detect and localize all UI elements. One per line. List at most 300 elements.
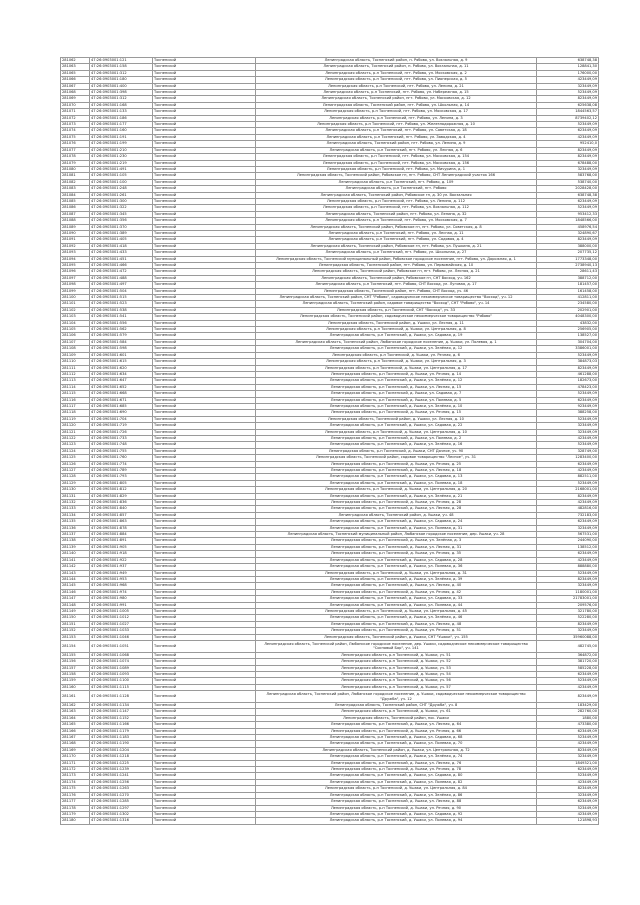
district-cell: Тосненский (153, 102, 256, 108)
row-number-cell: 281155 (61, 652, 90, 658)
address-cell: Ленинградская область, Тосненский район, пос. Ушаки (256, 715, 537, 721)
address-cell: Ленинградская область, р-н Тосненский, д. Ушаки, ул. Полевая, д. 44 (256, 602, 537, 608)
row-number-cell: 281133 (61, 506, 90, 512)
cadastral-value-cell: 234580,00 (537, 301, 599, 307)
cadastral-value-cell: 478423,00 (537, 384, 599, 390)
district-cell: Тосненский (153, 365, 256, 371)
row-number-cell: 281151 (61, 621, 90, 627)
row-number-cell: 281083 (61, 186, 90, 192)
row-number-cell: 281123 (61, 442, 90, 448)
cadastral-value-cell: 1773348,00 (537, 256, 599, 262)
row-number-cell: 281127 (61, 468, 90, 474)
address-cell: Ленинградская область, р-н Тосненский, д. Ушаки, ул. Полевая, д. 94 (256, 818, 537, 824)
address-cell: Ленинградская область, Тосненский район, д. Ушаки, ул. Лесная, д. 11 (256, 320, 537, 326)
cadastral-number-cell: 47:26:0903001:160 (90, 128, 153, 134)
district-cell: Тосненский (153, 576, 256, 582)
cadastral-value-cell: 523449,09 (537, 570, 599, 576)
address-cell: Ленинградская область, р-н Тосненский, пгт. Рябово (256, 186, 537, 192)
address-cell: Ленинградская область, р-н Тосненский, пгт. Рябово, ул. Мичурина, д. 1 (256, 166, 537, 172)
cadastral-number-cell: 47:26:0903001:891 (90, 538, 153, 544)
row-number-cell: 281091 (61, 237, 90, 243)
row-number-cell: 281136 (61, 525, 90, 531)
district-cell: Тосненский (153, 461, 256, 467)
cadastral-value-cell: 183429,00 (537, 703, 599, 709)
address-cell: Ленинградская область, р-н Тосненский, д. Ушаки, ул. Речная, д. 66 (256, 728, 537, 734)
address-cell: Ленинградская область, Тосненский район, д. Ушаки, ул. Центральная, д. 72 (256, 747, 537, 753)
cadastral-value-cell: 388258,00 (537, 410, 599, 416)
district-cell: Тосненский (153, 58, 256, 64)
district-cell: Тосненский (153, 423, 256, 429)
cadastral-number-cell: 47:26:0903001:652 (90, 384, 153, 390)
district-cell: Тосненский (153, 192, 256, 198)
district-cell: Тосненский (153, 275, 256, 281)
district-cell: Тосненский (153, 256, 256, 262)
cadastral-number-cell: 47:26:0903001:451 (90, 256, 153, 262)
cadastral-number-cell: 47:26:0903001:523 (90, 301, 153, 307)
address-cell: Ленинградская область, р-н Тосненский, д. Ушаки, ул. Речная, д. 28 (256, 500, 537, 506)
row-number-cell: 281090 (61, 230, 90, 236)
cadastral-value-cell: 323449,09 (537, 429, 599, 435)
district-cell: Тосненский (153, 198, 256, 204)
address-cell: Ленинградская область, р-н Тосненский, д. Ушаки, уч. 61 (256, 709, 537, 715)
cadastral-number-cell: 47:26:0903001:312 (90, 70, 153, 76)
row-number-cell: 281171 (61, 760, 90, 766)
row-number-cell: 281068 (61, 90, 90, 96)
address-cell: Ленинградская область, р-н Тосненский, д. Ушаки, ул. Речная, д. 25 (256, 461, 537, 467)
cadastral-value-cell: 623449,09 (537, 461, 599, 467)
row-number-cell: 281088 (61, 218, 90, 224)
district-cell: Тосненский (153, 735, 256, 741)
address-cell: Ленинградская область, р-н Тосненский, д. Ушаки, ул. Садовая, д. 80 (256, 773, 537, 779)
district-cell: Тосненский (153, 327, 256, 333)
district-cell: Тосненский (153, 818, 256, 824)
cadastral-value-cell: 523449,09 (537, 205, 599, 211)
cadastral-number-cell: 47:26:0903001:668 (90, 391, 153, 397)
address-cell: Ленинградская область, р-н Тосненский, д. Ушаки, ул. Зелёная, д. 86 (256, 792, 537, 798)
row-number-cell: 281172 (61, 767, 90, 773)
address-cell: Ленинградская область, р-н Тосненский, д. Ушаки, ул. Садовая, д. 13 (256, 474, 537, 480)
cadastral-value-cell: 623449,09 (537, 397, 599, 403)
cadastral-value-cell: 623449,09 (537, 551, 599, 557)
cadastral-value-cell: 623449,09 (537, 767, 599, 773)
cadastral-number-cell: 47:26:0903001:398 (90, 90, 153, 96)
district-cell: Тосненский (153, 96, 256, 102)
row-number-cell: 281120 (61, 423, 90, 429)
cadastral-value-cell: 1283400,00 (537, 455, 599, 461)
cadastral-value-cell: 882511,00 (537, 474, 599, 480)
district-cell: Тосненский (153, 741, 256, 747)
cadastral-number-cell: 47:26:0903001:685 (90, 403, 153, 409)
cadastral-value-cell: 423449,09 (537, 500, 599, 506)
cadastral-number-cell: 47:26:0903001:793 (90, 474, 153, 480)
district-cell: Тосненский (153, 147, 256, 153)
cadastral-value-cell: 732183,00 (537, 512, 599, 518)
cadastral-value-cell: 1880,00 (537, 715, 599, 721)
cadastral-number-cell: 47:26:0903001:177 (90, 122, 153, 128)
district-cell: Тосненский (153, 589, 256, 595)
address-cell: Ленинградская область, р-н Тосненский, д. Ушаки, ул. Лесная, д. 76 (256, 760, 537, 766)
row-number-cell: 281148 (61, 602, 90, 608)
cadastral-number-cell: 47:26:0903001:634 (90, 371, 153, 377)
row-number-cell: 281132 (61, 500, 90, 506)
cadastral-value-cell: 364872,00 (537, 652, 599, 658)
cadastral-value-cell: 423449,09 (537, 77, 599, 83)
row-number-cell: 281143 (61, 570, 90, 576)
row-number-cell: 281135 (61, 519, 90, 525)
cadastral-value-cell: 323449,09 (537, 423, 599, 429)
district-cell: Тосненский (153, 678, 256, 684)
cadastral-number-cell: 47:26:0903001:647 (90, 378, 153, 384)
cadastral-number-cell: 47:26:0903001:726 (90, 429, 153, 435)
address-cell: Ленинградская область, р-н Тосненский, д. Ушаки, уч. 54 (256, 671, 537, 677)
row-number-cell: 281117 (61, 403, 90, 409)
address-cell: Ленинградская область, р-н Тосненский, д. Ушаки, ул. Полевая, д. 2 (256, 435, 537, 441)
cadastral-number-cell: 47:26:0903001:1190 (90, 741, 153, 747)
address-cell: Ленинградская область, р-н Тосненский, д. Ушаки, ул. Центральная, д. 20 (256, 487, 537, 493)
cadastral-value-cell: 423449,09 (537, 435, 599, 441)
district-cell: Тосненский (153, 703, 256, 709)
district-cell: Тосненский (153, 128, 256, 134)
row-number-cell: 281160 (61, 684, 90, 690)
cadastral-value-cell: 181457,00 (537, 282, 599, 288)
cadastral-number-cell: 47:26:0903001:1005 (90, 608, 153, 614)
address-cell: Ленинградская область, р-н Тосненский, д. Ушаки, ул. Лесная, д. 48 (256, 621, 537, 627)
address-cell: Ленинградская область, р-н Тосненский, пгт. Рябово, ул. Лесная, д. 11 (256, 230, 537, 236)
address-cell: Ленинградская область, р-н Тосненский, пгт. Рябово, ул. Ленина, д. 112 (256, 198, 537, 204)
cadastral-value-cell: 567531,00 (537, 532, 599, 538)
cadastral-value-cell: 523449,09 (537, 442, 599, 448)
district-cell: Тосненский (153, 346, 256, 352)
cadastral-number-cell: 47:26:0903001:219 (90, 160, 153, 166)
cadastral-value-cell: 523449,09 (537, 90, 599, 96)
district-cell: Тосненский (153, 615, 256, 621)
district-cell: Тосненский (153, 90, 256, 96)
cadastral-value-cell: 423449,09 (537, 134, 599, 140)
cadastral-value-cell: 176000,00 (537, 70, 599, 76)
cadastral-number-cell: 47:26:0903001:261 (90, 192, 153, 198)
district-cell: Тосненский (153, 760, 256, 766)
cadastral-value-cell: 388000,00 (537, 243, 599, 249)
district-cell: Тосненский (153, 352, 256, 358)
cadastral-number-cell: 47:26:0903001:504 (90, 288, 153, 294)
address-cell: Ленинградская область, р-н Тосненский, д. Ушаки, ул. Центральная, д. 84 (256, 786, 537, 792)
address-cell: Ленинградская область, р-н Тосненский, д. Ушаки, ул. Центральная, д. 8 (256, 327, 537, 333)
cadastral-number-cell: 47:26:0903001:199 (90, 141, 153, 147)
cadastral-value-cell: 412811,00 (537, 295, 599, 301)
cadastral-number-cell: 47:26:0903001:1115 (90, 684, 153, 690)
cadastral-number-cell: 47:26:0903001:755 (90, 448, 153, 454)
address-cell: Ленинградская область, р-н Тосненский, д. Ушаки, ул. Зелёная, д. 10 (256, 403, 537, 409)
district-cell: Тосненский (153, 230, 256, 236)
district-cell: Тосненский (153, 665, 256, 671)
row-number-cell: 281080 (61, 166, 90, 172)
cadastral-number-cell: 47:26:0903001:562 (90, 327, 153, 333)
district-cell: Тосненский (153, 263, 256, 269)
district-cell: Тосненский (153, 455, 256, 461)
district-cell: Тосненский (153, 186, 256, 192)
cadastral-value-cell: 423449,09 (537, 741, 599, 747)
address-cell: Ленинградская область, р-н Тосненский, пгт. Рябово, ул. Московская, д. 17 (256, 109, 537, 115)
cadastral-number-cell: 47:26:0903001:322 (90, 205, 153, 211)
cadastral-value-cell: 323449,09 (537, 83, 599, 89)
table-row (61, 640, 599, 652)
cadastral-value-cell: 638748,38 (537, 192, 599, 198)
address-cell: Ленинградская область, Тосненский район, пгт. Рябово, ул. Московская, д. 12 (256, 96, 537, 102)
address-cell: Ленинградская область, Тосненский район, Рябовское гп, пгт. Рябово, ул. Пушкина, д. 21 (256, 243, 537, 249)
cadastral-value-cell: 256905,00 (537, 327, 599, 333)
district-cell: Тосненский (153, 468, 256, 474)
address-cell: Ленинградская область, р-н Тосненский, д. Ушаки, ул. Зелёная, д. 16 (256, 442, 537, 448)
cadastral-value-cell: 209576,00 (537, 602, 599, 608)
district-cell: Тосненский (153, 282, 256, 288)
row-number-cell: 281119 (61, 416, 90, 422)
address-cell: Ленинградская область, р-н Тосненский, д. Ушаки, ул. Речная, д. 14 (256, 371, 537, 377)
cadastral-value-cell: 323449,09 (537, 628, 599, 634)
row-number-cell: 281175 (61, 786, 90, 792)
address-cell: Ленинградская область, р-н Тосненский, д. Ушаки, ул. Речная, д. 15 (256, 410, 537, 416)
cadastral-value-cell: 423449,09 (537, 684, 599, 690)
row-number-cell: 281180 (61, 818, 90, 824)
cadastral-value-cell: 121898,93 (537, 818, 599, 824)
row-number-cell: 281159 (61, 678, 90, 684)
district-cell: Тосненский (153, 243, 256, 249)
district-cell: Тосненский (153, 512, 256, 518)
district-cell: Тосненский (153, 288, 256, 294)
cadastral-number-cell: 47:26:0903001:615 (90, 359, 153, 365)
address-cell: Ленинградская область, р-н Тосненский, д. Ушаки, ул. Лесная, д. 18 (256, 468, 537, 474)
row-number-cell: 281162 (61, 703, 90, 709)
cadastral-value-cell: 538740,00 (537, 179, 599, 185)
district-cell: Тосненский (153, 269, 256, 275)
row-number-cell: 281063 (61, 64, 90, 70)
address-cell: Ленинградская область, Тосненский район, СНТ "Дружба", уч. 8 (256, 703, 537, 709)
row-number-cell: 281110 (61, 359, 90, 365)
address-cell: Ленинградская область, р-н Тосненский, д. Ушаки, ул. Садовая, д. 24 (256, 519, 537, 525)
row-number-cell: 281062 (61, 58, 90, 64)
row-number-cell: 281147 (61, 596, 90, 602)
cadastral-value-cell: 207735,12 (537, 250, 599, 256)
district-cell: Тосненский (153, 538, 256, 544)
address-cell: Ленинградская область, р-н Тосненский, д. Ушаки, уч. 52 (256, 659, 537, 665)
address-cell: Ленинградская область, р-н Тосненский, д. Ушаки, уч. 53 (256, 665, 537, 671)
cadastral-number-cell: 47:26:0903001:1302 (90, 811, 153, 817)
cadastral-value-cell: 182673,00 (537, 378, 599, 384)
cadastral-value-cell: 823449,09 (537, 237, 599, 243)
cadastral-number-cell: 47:26:0903001:168 (90, 102, 153, 108)
cadastral-number-cell: 47:26:0903001:1134 (90, 703, 153, 709)
cadastral-value-cell: 823449,09 (537, 154, 599, 160)
cadastral-value-cell: 482745,00 (537, 640, 599, 652)
row-number-cell: 281141 (61, 557, 90, 563)
row-number-cell: 281165 (61, 722, 90, 728)
district-cell: Тосненский (153, 218, 256, 224)
cadastral-number-cell: 47:26:0903001:1152 (90, 715, 153, 721)
district-cell: Тосненский (153, 805, 256, 811)
cadastral-value-cell: 823449,09 (537, 96, 599, 102)
cadastral-value-cell: 323449,09 (537, 754, 599, 760)
cadastral-value-cell: 8739402,12 (537, 115, 599, 121)
cadastral-number-cell: 47:26:0903001:598 (90, 346, 153, 352)
cadastral-value-cell: 328749,00 (537, 448, 599, 454)
address-cell: Ленинградская область, р-н Тосненский, д. Ушаки, ул. Центральная, д. 31 (256, 570, 537, 576)
cadastral-number-cell: 47:26:0903001:230 (90, 154, 153, 160)
cadastral-number-cell: 47:26:0903001:1256 (90, 779, 153, 785)
address-cell: Ленинградская область, р-н Тосненский, д. Ушаки, ул. Речная, д. 78 (256, 767, 537, 773)
district-cell: Тосненский (153, 557, 256, 563)
row-number-cell: 281111 (61, 365, 90, 371)
cadastral-value-cell: 523449,09 (537, 678, 599, 684)
row-number-cell: 281107 (61, 339, 90, 345)
row-number-cell: 281100 (61, 295, 90, 301)
district-cell: Тосненский (153, 391, 256, 397)
row-number-cell: 281098 (61, 282, 90, 288)
address-cell: Ленинградская область, р-н Тосненский, д. Ушаки, ул. Центральная, д. 45 (256, 608, 537, 614)
row-number-cell: 281072 (61, 115, 90, 121)
cadastral-value-cell: 384873,03 (537, 359, 599, 365)
cadastral-number-cell: 47:26:0903001:356 (90, 218, 153, 224)
district-cell: Тосненский (153, 141, 256, 147)
cadastral-number-cell: 47:26:0903001:1093 (90, 671, 153, 677)
district-cell: Тосненский (153, 154, 256, 160)
row-number-cell: 281076 (61, 141, 90, 147)
cadastral-value-cell: 423449,09 (537, 468, 599, 474)
cadastral-value-cell: 888880,00 (537, 564, 599, 570)
cadastral-number-cell: 47:26:0903001:1270 (90, 792, 153, 798)
row-number-cell: 281115 (61, 391, 90, 397)
cadastral-number-cell: 47:26:0903001:579 (90, 333, 153, 339)
cadastral-value-cell: 523449,09 (537, 735, 599, 741)
row-number-cell: 281078 (61, 154, 90, 160)
cadastral-number-cell: 47:26:0903001:497 (90, 282, 153, 288)
address-cell: Ленинградская область, Тосненский район, Любанское городское поселение, дер. Ушаки, садоводческое некоммерческое товарищество "Сосновый Бор", уч. 141 (256, 640, 537, 652)
cadastral-number-cell: 47:26:0903001:472 (90, 269, 153, 275)
row-number-cell: 281169 (61, 747, 90, 753)
district-cell: Тосненский (153, 671, 256, 677)
row-number-cell: 281170 (61, 754, 90, 760)
cadastral-value-cell: 1849321,00 (537, 760, 599, 766)
address-cell: Ленинградская область, р-н Тосненский, д. Ушаки, ул. Зелёная, д. 74 (256, 754, 537, 760)
cadastral-number-cell: 47:26:0903001:1316 (90, 818, 153, 824)
district-cell: Тосненский (153, 564, 256, 570)
row-number-cell: 281085 (61, 198, 90, 204)
cadastral-number-cell: 47:26:0903001:466 (90, 263, 153, 269)
cadastral-value-cell: 678488,00 (537, 160, 599, 166)
cadastral-value-cell: 523449,09 (537, 805, 599, 811)
row-number-cell: 281094 (61, 256, 90, 262)
cadastral-number-cell: 47:26:0903001:1027 (90, 621, 153, 627)
address-cell: Ленинградская область, р-н Тосненский, д. Ушаки, ул. Полевая, д. 36 (256, 564, 537, 570)
address-cell: Ленинградская область, р-н Тосненский, д. Ушаки, ул. Лесная, д. 64 (256, 722, 537, 728)
row-number-cell: 281166 (61, 728, 90, 734)
cadastral-number-cell: 47:26:0903001:345 (90, 211, 153, 217)
cadastral-number-cell: 47:26:0903001:405 (90, 237, 153, 243)
row-number-cell: 281152 (61, 628, 90, 634)
cadastral-number-cell: 47:26:0903001:180 (90, 77, 153, 83)
cadastral-number-cell: 47:26:0903001:488 (90, 275, 153, 281)
cadastral-number-cell: 47:26:0903001:584 (90, 339, 153, 345)
cadastral-number-cell: 47:26:0903001:922 (90, 557, 153, 563)
row-number-cell: 281096 (61, 269, 90, 275)
address-cell: Ленинградская область, р-н Тосненский, д. Ушаки, ул. Лесная, д. 88 (256, 799, 537, 805)
address-cell: Ленинградская область, р-н Тосненский, д. Ушаки, ул. Садовая, д. 19 (256, 333, 537, 339)
district-cell: Тосненский (153, 416, 256, 422)
address-cell: Ленинградская область, р-н Тосненский, пгт. Рябово, ул. Московская, д. 154 (256, 154, 537, 160)
district-cell: Тосненский (153, 747, 256, 753)
address-cell: Ленинградская область, р-н Тосненский, д. Ушаки, СНТ Дачное, уч. 90 (256, 448, 537, 454)
row-number-cell: 281103 (61, 314, 90, 320)
district-cell: Тосненский (153, 237, 256, 243)
address-cell: Ленинградская область, Тосненский район, садоводческое некоммерческое товарищество "Рябово" (256, 314, 537, 320)
district-cell: Тосненский (153, 525, 256, 531)
cadastral-value-cell: 1848566,00 (537, 218, 599, 224)
cadastral-value-cell: 583768,00 (537, 173, 599, 179)
district-cell: Тосненский (153, 659, 256, 665)
address-cell: Ленинградская область, р-н Тосненский, пгт. Рябово, ул. Ленина, д. 21 (256, 83, 537, 89)
row-number-cell: 281105 (61, 327, 90, 333)
cadastral-number-cell: 47:26:0903001:733 (90, 435, 153, 441)
district-cell: Тосненский (153, 773, 256, 779)
cadastral-value-cell: 823449,09 (537, 493, 599, 499)
address-cell: Ленинградская область, р-н Тосненский, д. Ушаки, ул. Центральная, д. 10 (256, 429, 537, 435)
row-number-cell: 281129 (61, 480, 90, 486)
cadastral-number-cell: 47:26:0903001:370 (90, 224, 153, 230)
cadastral-value-cell: 823449,09 (537, 576, 599, 582)
district-cell: Тосненский (153, 608, 256, 614)
row-number-cell: 281131 (61, 493, 90, 499)
cadastral-number-cell: 47:26:0903001:1204 (90, 747, 153, 753)
table-row (61, 691, 599, 703)
cadastral-value-cell: 953412,33 (537, 211, 599, 217)
district-cell: Тосненский (153, 634, 256, 640)
district-cell: Тосненский (153, 519, 256, 525)
cadastral-number-cell: 47:26:0903001:1225 (90, 760, 153, 766)
cadastral-value-cell: 623449,09 (537, 728, 599, 734)
cadastral-value-cell: 388712,00 (537, 275, 599, 281)
row-number-cell: 281122 (61, 435, 90, 441)
cadastral-value-cell: 43832,00 (537, 320, 599, 326)
district-cell: Тосненский (153, 715, 256, 721)
cadastral-number-cell: 47:26:0903001:1068 (90, 652, 153, 658)
district-cell: Тосненский (153, 767, 256, 773)
row-number-cell: 281161 (61, 691, 90, 703)
row-number-cell: 281168 (61, 741, 90, 747)
cadastral-number-cell: 47:26:0903001:1033 (90, 628, 153, 634)
cadastral-number-cell: 47:26:0903001:937 (90, 564, 153, 570)
district-cell: Тосненский (153, 301, 256, 307)
row-number-cell: 281075 (61, 134, 90, 140)
cadastral-number-cell: 47:26:0903001:918 (90, 551, 153, 557)
cadastral-value-cell: 523449,09 (537, 480, 599, 486)
address-cell: Ленинградская область, р-н Тосненский, пгт. Рябово, ул. Московская, д. 156 (256, 160, 537, 166)
cadastral-value-cell: 161458,00 (537, 288, 599, 294)
cadastral-value-cell: 1844563,57 (537, 109, 599, 115)
cadastral-value-cell: 461288,00 (537, 371, 599, 377)
address-cell: Ленинградская область, р-н Тосненский, д. Ушаки, ул. Садовая, д. 28 (256, 557, 537, 563)
address-cell: Ленинградская область, р-н Тосненский, д. Ушаки, ул. Лесная, д. 40 (256, 583, 537, 589)
district-cell: Тосненский (153, 583, 256, 589)
table-row (61, 818, 599, 824)
cadastral-number-cell: 47:26:0903001:158 (90, 64, 153, 70)
address-cell: Ленинградская область, р-н Тосненский, д. Ушаки, ул. Лесная, д. 31 (256, 544, 537, 550)
address-cell: Ленинградская область, р-н Тосненский, д. Ушаки, ул. Зелёная, д. 39 (256, 576, 537, 582)
row-number-cell: 281121 (61, 429, 90, 435)
cadastral-number-cell: 47:26:0903001:789 (90, 468, 153, 474)
cadastral-value-cell: 638748,38 (537, 58, 599, 64)
address-cell: Ленинградская область, р-н Тосненский, д. Ушаки, ул. Полевая, д. 5 (256, 397, 537, 403)
row-number-cell: 281106 (61, 333, 90, 339)
address-cell: Ленинградская область, р-н Тосненский, д. Ушаки, ул. Полевая, д. 31 (256, 525, 537, 531)
address-cell: Ленинградская область, р-н Тосненский, пгт. Рябово, СНТ Восход, ул. Луговая, д. 17 (256, 282, 537, 288)
